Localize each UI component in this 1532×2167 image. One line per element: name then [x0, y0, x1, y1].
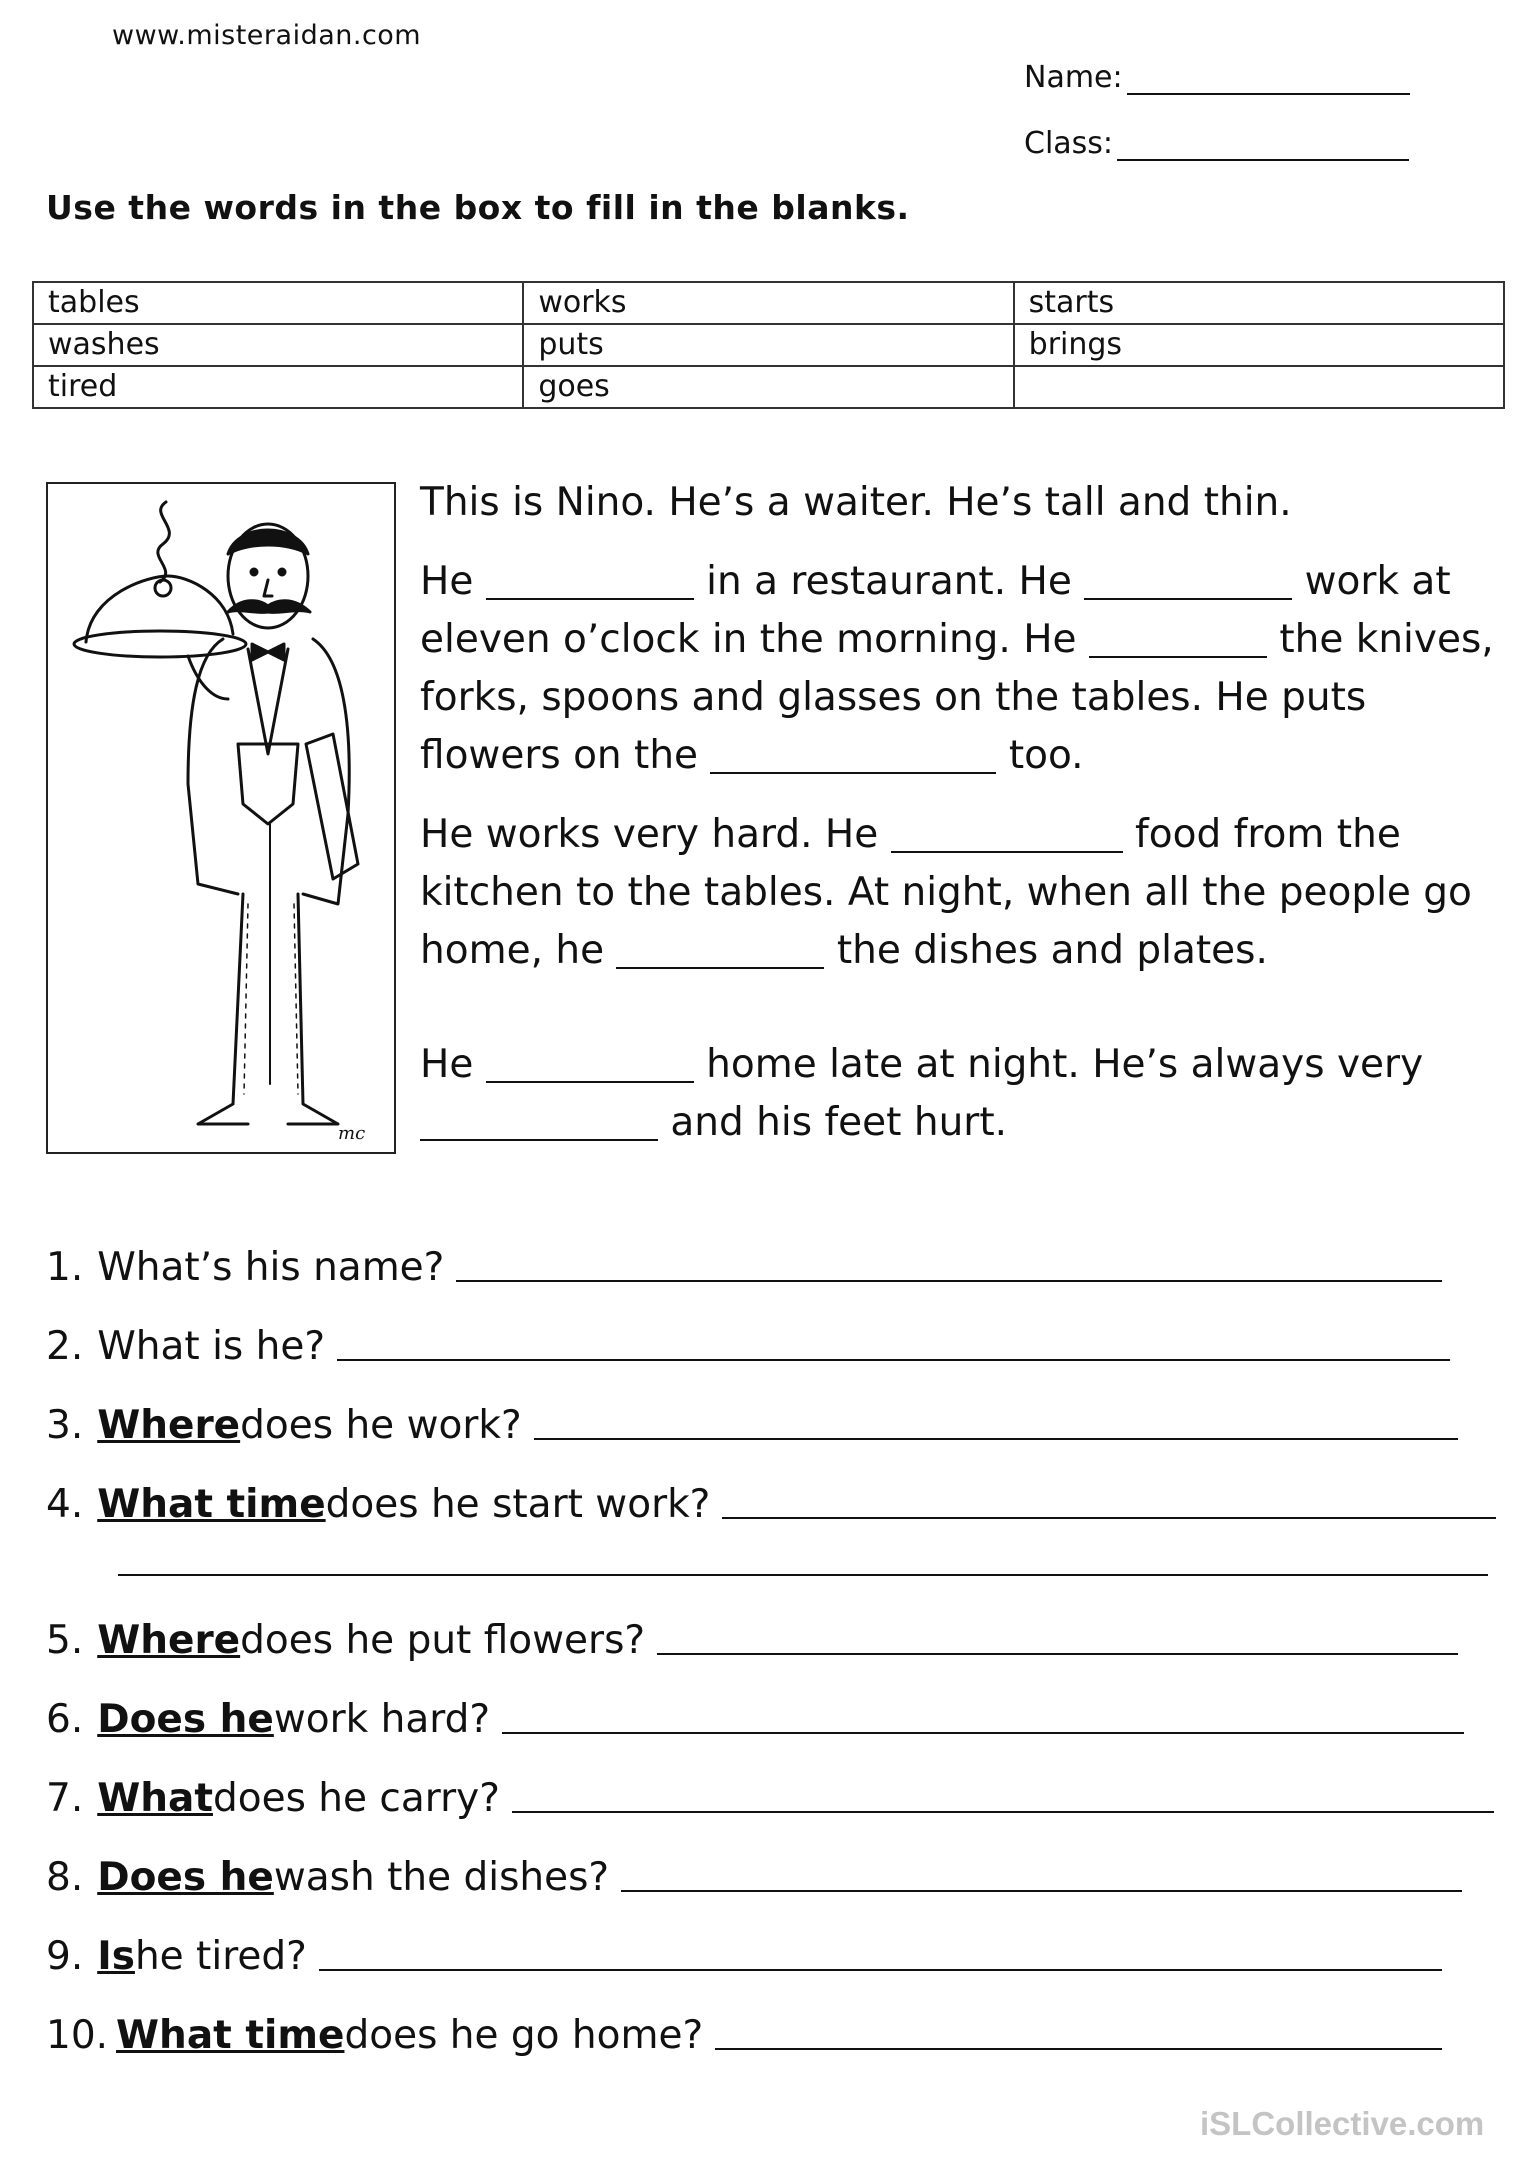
class-label: Class:	[1024, 126, 1114, 161]
fill-blank[interactable]	[1089, 616, 1267, 658]
bow-tie	[252, 644, 284, 660]
question-number: 2.	[46, 1324, 84, 1369]
fill-blank[interactable]	[1084, 558, 1292, 600]
question-number: 5.	[46, 1618, 84, 1663]
name-label: Name:	[1024, 60, 1123, 95]
word-row	[33, 324, 1504, 366]
question-number: 10.	[46, 2013, 109, 2058]
question-number: 7.	[46, 1776, 84, 1821]
waiter-leg	[288, 894, 338, 1124]
jacket-right	[303, 639, 349, 904]
question-item	[46, 1390, 1506, 1448]
question-item	[46, 1605, 1506, 1663]
question-number: 4.	[46, 1482, 84, 1527]
story-text: He	[420, 559, 474, 604]
question-text: does he work?	[240, 1403, 522, 1448]
story-text: too.	[1008, 733, 1084, 778]
fill-blank[interactable]	[486, 1041, 694, 1083]
question-list	[46, 1232, 1506, 2079]
word-row	[33, 282, 1504, 324]
story-paragraph: This is Nino. He’s a waiter. He’s tall and thin.	[420, 480, 1292, 525]
jacket-left	[188, 639, 238, 894]
story-text: He works very hard. He	[420, 812, 879, 857]
story-text: food from the	[1135, 812, 1401, 857]
question-text: he tired?	[134, 1934, 307, 1979]
fill-blank[interactable]	[891, 811, 1123, 853]
waiter-hair	[228, 530, 308, 554]
answer-line[interactable]	[657, 1653, 1458, 1655]
question-text: does he carry?	[212, 1776, 500, 1821]
story-text: work at	[1304, 559, 1451, 604]
answer-line[interactable]	[319, 1969, 1442, 1971]
story-paragraph	[420, 1036, 1510, 1152]
waiter-moustache	[228, 601, 310, 613]
waiter-eye	[251, 569, 257, 575]
story-text: eleven o’clock in the morning. He	[420, 617, 1077, 662]
word-cell: washes	[33, 324, 523, 366]
story-text: the knives,	[1279, 617, 1494, 662]
fill-blank[interactable]	[616, 927, 824, 969]
class-field[interactable]	[1024, 126, 1409, 161]
shirt-front	[248, 649, 288, 754]
waiter-eye	[279, 569, 285, 575]
question-keyword: What time	[97, 1482, 326, 1527]
brand-watermark: iSLCollective.com	[1200, 2105, 1485, 2142]
story-text: He	[420, 1042, 474, 1087]
answer-line[interactable]	[502, 1732, 1464, 1734]
question-item	[46, 2000, 1506, 2058]
question-item	[46, 1921, 1506, 1979]
question-item	[46, 1311, 1506, 1369]
question-number: 3.	[46, 1403, 84, 1448]
question-item-continuation	[46, 1548, 1506, 1584]
story-text: and his feet hurt.	[670, 1100, 1008, 1145]
story-passage	[420, 474, 1510, 1152]
word-cell: tables	[33, 282, 523, 324]
fill-blank[interactable]	[710, 732, 996, 774]
question-keyword: Does he	[97, 1855, 274, 1900]
question-number: 1.	[46, 1245, 84, 1290]
story-text: home, he	[420, 928, 605, 973]
word-cell: puts	[523, 324, 1013, 366]
story-paragraph	[420, 553, 1510, 785]
answer-line[interactable]	[337, 1359, 1450, 1361]
waiter-picture	[46, 482, 396, 1154]
steam-line	[158, 502, 170, 582]
question-number: 6.	[46, 1697, 84, 1742]
name-field[interactable]	[1024, 60, 1410, 95]
question-keyword: Where	[97, 1618, 241, 1663]
trouser-stripe	[244, 904, 248, 1094]
answer-line[interactable]	[534, 1438, 1458, 1440]
question-text: does he go home?	[344, 2013, 704, 2058]
fill-blank[interactable]	[420, 1099, 658, 1141]
question-item	[46, 1232, 1506, 1290]
question-keyword: Is	[97, 1934, 135, 1979]
question-keyword: Does he	[97, 1697, 274, 1742]
story-text: kitchen to the tables. At night, when all the people go	[420, 870, 1472, 915]
story-text: the dishes and plates.	[836, 928, 1268, 973]
word-box	[32, 281, 1505, 409]
instruction-text: Use the words in the box to fill in the blanks.	[46, 188, 910, 227]
question-text: What’s his name?	[97, 1245, 445, 1290]
question-item	[46, 1469, 1506, 1527]
question-keyword: What time	[116, 2013, 345, 2058]
question-number: 9.	[46, 1934, 84, 1979]
serving-tray	[74, 631, 246, 657]
word-cell: goes	[523, 366, 1013, 408]
waistcoat	[238, 744, 298, 824]
question-item	[46, 1684, 1506, 1742]
word-cell	[1014, 366, 1504, 408]
answer-line[interactable]	[118, 1574, 1488, 1576]
question-text: wash the dishes?	[273, 1855, 610, 1900]
word-row	[33, 366, 1504, 408]
word-cell: tired	[33, 366, 523, 408]
question-text: does he put flowers?	[240, 1618, 646, 1663]
fill-blank[interactable]	[486, 558, 694, 600]
answer-line[interactable]	[722, 1517, 1496, 1519]
question-text: does he start work?	[325, 1482, 711, 1527]
trouser-stripe	[294, 904, 298, 1094]
word-cell: brings	[1014, 324, 1504, 366]
site-url: www.misteraidan.com	[112, 20, 422, 51]
story-text: forks, spoons and glasses on the tables. He puts	[420, 675, 1367, 720]
answer-line[interactable]	[621, 1890, 1462, 1892]
story-text: flowers on the	[420, 733, 699, 778]
answer-line[interactable]	[512, 1811, 1494, 1813]
cloche-knob	[155, 580, 171, 596]
waiter-illustration	[48, 484, 394, 1152]
question-number: 8.	[46, 1855, 84, 1900]
question-keyword: What	[97, 1776, 213, 1821]
name-line[interactable]	[1127, 63, 1410, 95]
word-cell: works	[523, 282, 1013, 324]
word-cell: starts	[1014, 282, 1504, 324]
story-paragraph	[420, 806, 1510, 980]
class-line[interactable]	[1117, 129, 1409, 161]
story-text: home late at night. He’s always very	[706, 1042, 1424, 1087]
question-item	[46, 1842, 1506, 1900]
answer-line[interactable]	[456, 1280, 1442, 1282]
waiter-leg	[198, 894, 248, 1124]
question-item	[46, 1763, 1506, 1821]
answer-line[interactable]	[715, 2048, 1442, 2050]
artist-signature: mc	[338, 1123, 366, 1144]
story-text: in a restaurant. He	[706, 559, 1072, 604]
question-text: What is he?	[97, 1324, 326, 1369]
waiter-nose	[264, 580, 272, 596]
question-text: work hard?	[273, 1697, 491, 1742]
question-keyword: Where	[97, 1403, 241, 1448]
